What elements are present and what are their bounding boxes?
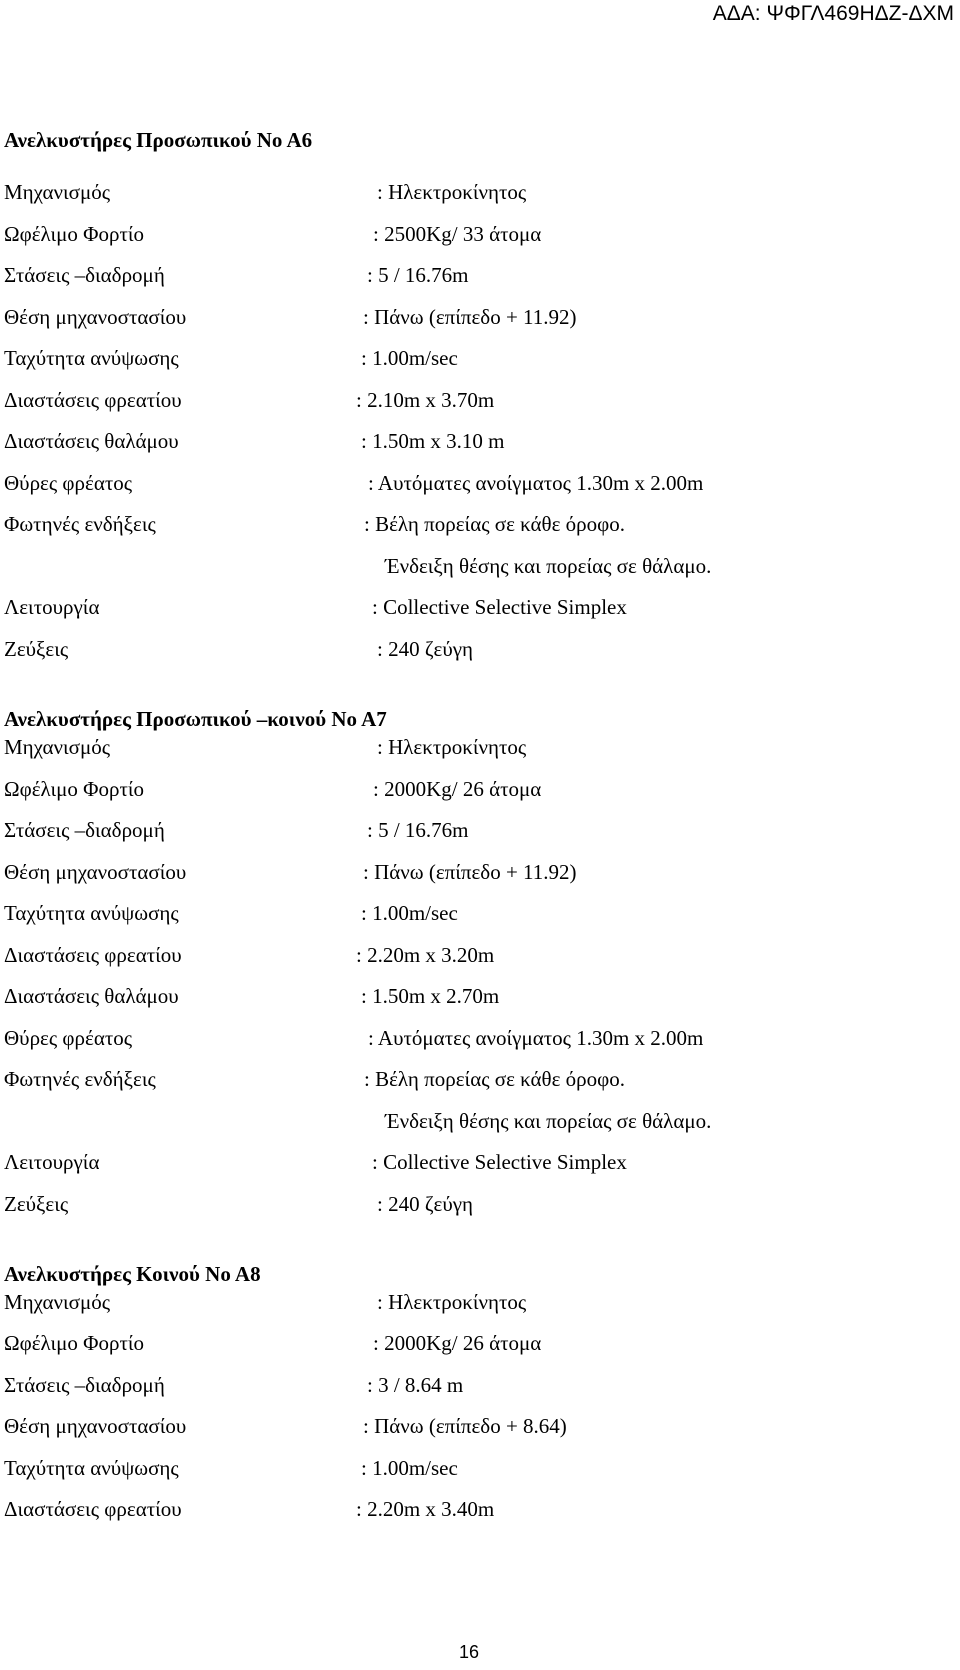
row-value-continuation: Ένδειξη θέσης και πορείας σε θάλαμο. — [385, 554, 712, 578]
row-label: Μηχανισμός — [4, 180, 111, 204]
row-label: Ωφέλιμο Φορτίο — [4, 777, 145, 801]
row-label: Ταχύτητα ανύψωσης — [4, 346, 179, 370]
row-value: : 5 / 16.76m — [367, 818, 469, 842]
row-value: : Βέλη πορείας σε κάθε όροφο. — [364, 1067, 626, 1091]
row-value: : Collective Selective Simplex — [372, 1150, 627, 1174]
row-value: : Βέλη πορείας σε κάθε όροφο. — [364, 512, 626, 536]
row-label: Διαστάσεις φρεατίου — [4, 388, 182, 412]
row-value: : 240 ζεύγη — [377, 637, 474, 661]
row-value: : 1.00m/sec — [361, 1456, 458, 1480]
row-label: Ωφέλιμο Φορτίο — [4, 222, 145, 246]
row-label: Θέση μηχανοστασίου — [4, 860, 187, 884]
row-label: Ωφέλιμο Φορτίο — [4, 1331, 145, 1355]
row-label: Θέση μηχανοστασίου — [4, 1414, 187, 1438]
row-value: : 1.00m/sec — [361, 901, 458, 925]
row-value: : 2.20m x 3.20m — [356, 943, 495, 967]
row-value: : Ηλεκτροκίνητος — [377, 735, 527, 759]
row-label: Θέση μηχανοστασίου — [4, 305, 187, 329]
row-label: Φωτηνές ενδήξεις — [4, 512, 156, 536]
section-title-a7: Ανελκυστήρες Προσωπικού –κοινού Νο Α7 — [4, 707, 387, 731]
row-value: : Ηλεκτροκίνητος — [377, 180, 527, 204]
row-label: Λειτουργία — [4, 1150, 100, 1174]
row-value-continuation: Ένδειξη θέσης και πορείας σε θάλαμο. — [385, 1109, 712, 1133]
row-label: Στάσεις –διαδρομή — [4, 818, 165, 842]
row-label: Φωτηνές ενδήξεις — [4, 1067, 156, 1091]
row-value: : 1.50m x 2.70m — [361, 984, 500, 1008]
row-value: : 3 / 8.64 m — [367, 1373, 464, 1397]
row-value: : 2500Kg/ 33 άτομα — [373, 222, 542, 246]
row-value: : 2.20m x 3.40m — [356, 1497, 495, 1521]
row-value: : Πάνω (επίπεδο + 8.64) — [363, 1414, 567, 1438]
row-label: Ταχύτητα ανύψωσης — [4, 901, 179, 925]
row-value: : 2.10m x 3.70m — [356, 388, 495, 412]
row-value: : 2000Kg/ 26 άτομα — [373, 1331, 542, 1355]
row-label: Λειτουργία — [4, 595, 100, 619]
row-value: : Πάνω (επίπεδο + 11.92) — [363, 860, 577, 884]
row-label: Ζεύξεις — [4, 1192, 69, 1216]
section-title-a8: Ανελκυστήρες Κοινού Νο Α8 — [4, 1262, 261, 1286]
row-value: : 1.00m/sec — [361, 346, 458, 370]
row-label: Διαστάσεις φρεατίου — [4, 943, 182, 967]
row-label: Στάσεις –διαδρομή — [4, 1373, 165, 1397]
row-label: Διαστάσεις θαλάμου — [4, 984, 179, 1008]
row-label: Μηχανισμός — [4, 1290, 111, 1314]
row-label: Ζεύξεις — [4, 637, 69, 661]
row-label: Θύρες φρέατος — [4, 471, 133, 495]
row-label: Μηχανισμός — [4, 735, 111, 759]
section-title-a6: Ανελκυστήρες Προσωπικού Νο Α6 — [4, 128, 313, 152]
row-value: : 1.50m x 3.10 m — [361, 429, 505, 453]
row-value: : Αυτόματες ανοίγματος 1.30m x 2.00m — [368, 1026, 704, 1050]
row-label: Ταχύτητα ανύψωσης — [4, 1456, 179, 1480]
row-label: Στάσεις –διαδρομή — [4, 263, 165, 287]
row-label: Διαστάσεις θαλάμου — [4, 429, 179, 453]
row-value: : 240 ζεύγη — [377, 1192, 474, 1216]
row-value: : Πάνω (επίπεδο + 11.92) — [363, 305, 577, 329]
row-label: Διαστάσεις φρεατίου — [4, 1497, 182, 1521]
row-label: Θύρες φρέατος — [4, 1026, 133, 1050]
row-value: : Collective Selective Simplex — [372, 595, 627, 619]
row-value: : 2000Kg/ 26 άτομα — [373, 777, 542, 801]
ada-code: ΑΔΑ: ΨΦΓΛ469ΗΔΖ-ΔΧΜ — [712, 2, 954, 25]
row-value: : Ηλεκτροκίνητος — [377, 1290, 527, 1314]
row-value: : 5 / 16.76m — [367, 263, 469, 287]
page-number: 16 — [459, 1642, 480, 1662]
row-value: : Αυτόματες ανοίγματος 1.30m x 2.00m — [368, 471, 704, 495]
